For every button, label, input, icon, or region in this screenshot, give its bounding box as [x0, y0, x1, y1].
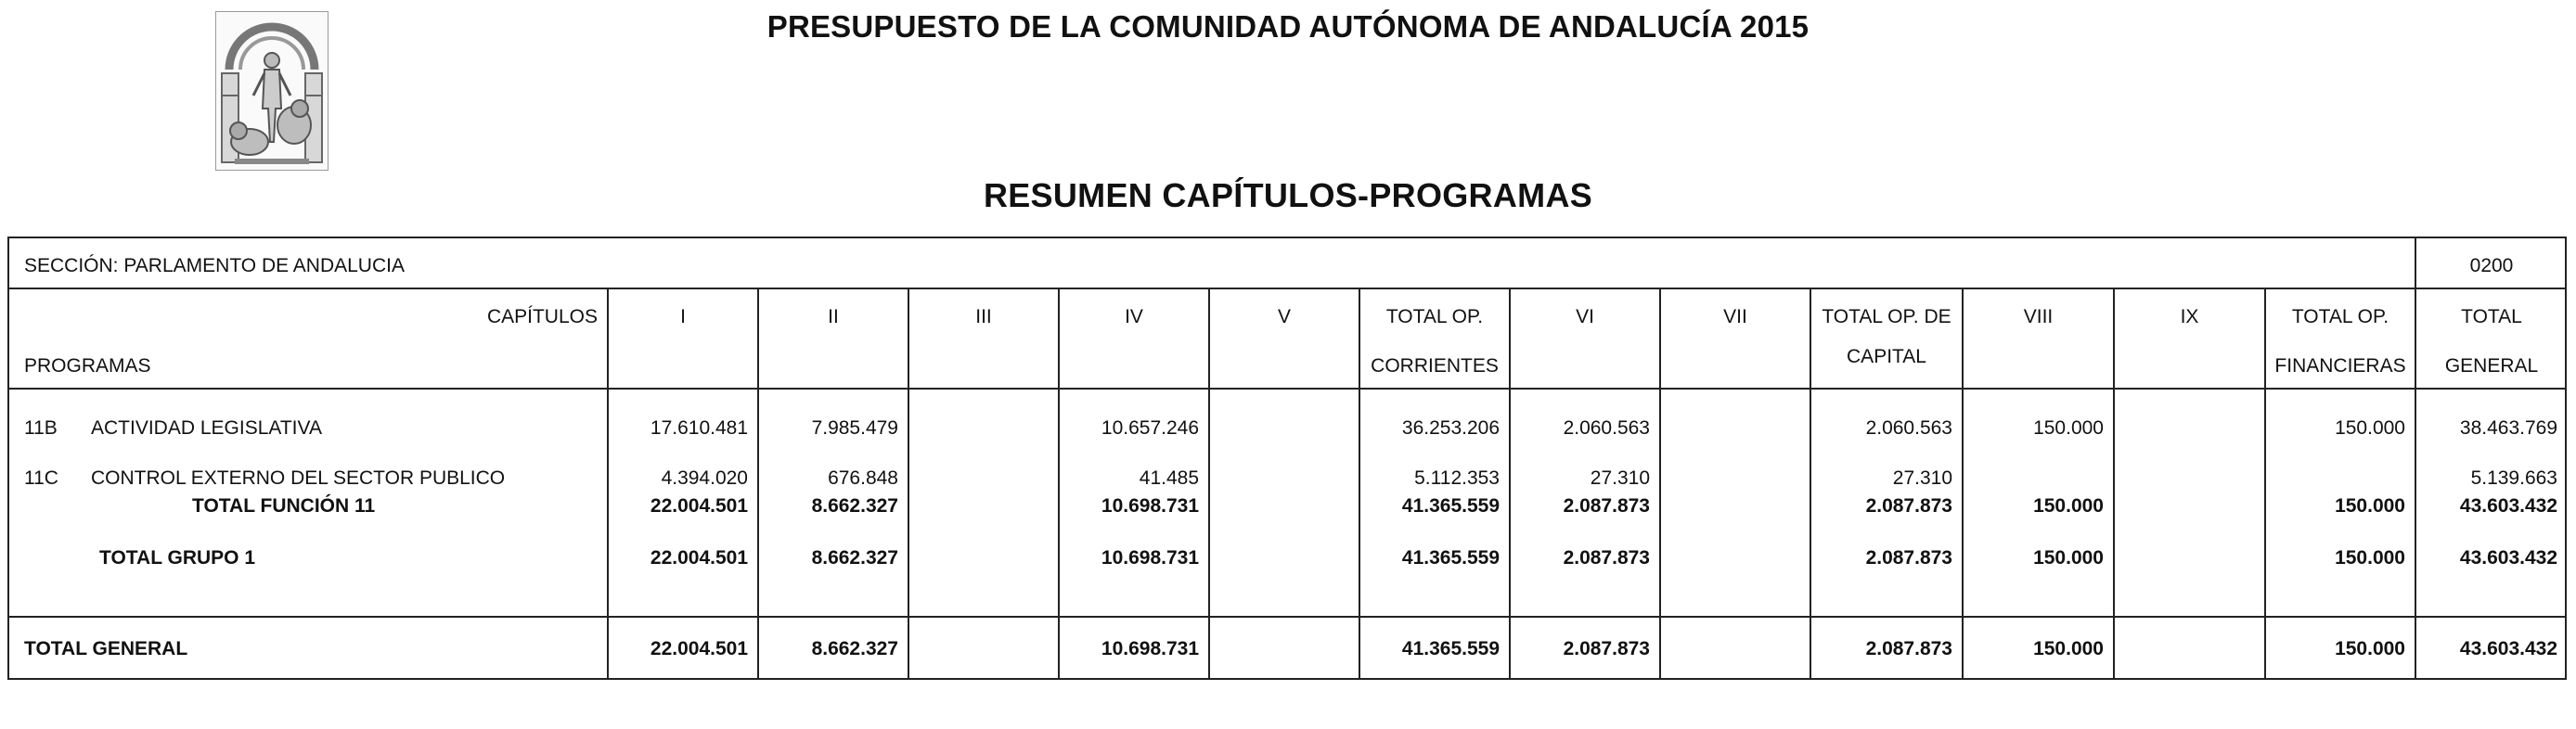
- column-divider: [1962, 288, 1964, 680]
- total-general-cell: 150.000: [2335, 638, 2405, 659]
- total-funcion-cell: 2.087.873: [1865, 495, 1952, 517]
- column-header-line2: CAPITAL: [1847, 346, 1926, 367]
- column-header: VI: [1576, 306, 1594, 327]
- column-header: VIII: [2023, 306, 2054, 327]
- column-header-line2: CORRIENTES: [1371, 355, 1499, 377]
- program-code: 11B: [24, 417, 58, 439]
- total-funcion-cell: 43.603.432: [2459, 495, 2557, 517]
- column-divider: [1208, 288, 1210, 680]
- value-cell: 7.985.479: [811, 417, 898, 439]
- column-header: V: [1277, 306, 1291, 327]
- column-divider: [2415, 237, 2416, 680]
- total-grupo-cell: 10.698.731: [1101, 547, 1199, 569]
- value-cell: 2.060.563: [1563, 417, 1650, 439]
- column-header: III: [975, 306, 992, 327]
- total-funcion-cell: 150.000: [2335, 495, 2405, 517]
- column-header-line2: GENERAL: [2444, 355, 2539, 377]
- total-grupo-cell: 2.087.873: [1865, 547, 1952, 569]
- programas-header-label: PROGRAMAS: [24, 355, 151, 377]
- program-name: ACTIVIDAD LEGISLATIVA: [91, 417, 322, 439]
- header-row-divider: [7, 388, 2567, 390]
- capitulos-header-label: CAPÍTULOS: [486, 306, 598, 327]
- column-header: I: [680, 306, 686, 327]
- total-grupo-label: TOTAL GRUPO 1: [99, 547, 256, 569]
- total-funcion-label: TOTAL FUNCIÓN 11: [192, 495, 376, 517]
- value-cell: 36.253.206: [1401, 417, 1500, 439]
- program-code: 11C: [24, 467, 58, 489]
- value-cell: 10.657.246: [1101, 417, 1199, 439]
- total-funcion-cell: 8.662.327: [811, 495, 898, 517]
- total-funcion-cell: 41.365.559: [1401, 495, 1500, 517]
- total-general-cell: 2.087.873: [1865, 638, 1952, 659]
- column-header: TOTAL OP.: [1385, 306, 1484, 327]
- section-label: SECCIÓN: PARLAMENTO DE ANDALUCIA: [24, 255, 405, 276]
- document-title: PRESUPUESTO DE LA COMUNIDAD AUTÓNOMA DE ANDALUCÍA 2015: [766, 9, 1810, 44]
- value-cell: 4.394.020: [661, 467, 748, 489]
- value-cell: 17.610.481: [650, 417, 748, 439]
- total-funcion-cell: 150.000: [2033, 495, 2104, 517]
- total-general-label: TOTAL GENERAL: [24, 638, 188, 659]
- total-general-divider: [7, 616, 2567, 618]
- total-funcion-cell: 10.698.731: [1101, 495, 1199, 517]
- value-cell: 150.000: [2033, 417, 2104, 439]
- total-funcion-cell: 2.087.873: [1563, 495, 1650, 517]
- column-divider: [2113, 288, 2115, 680]
- value-cell: 5.139.663: [2470, 467, 2557, 489]
- total-general-cell: 2.087.873: [1563, 638, 1650, 659]
- column-header: IV: [1125, 306, 1143, 327]
- value-cell: 150.000: [2335, 417, 2405, 439]
- total-general-cell: 150.000: [2033, 638, 2104, 659]
- column-divider: [1659, 288, 1661, 680]
- column-header: IX: [2180, 306, 2199, 327]
- value-cell: 2.060.563: [1865, 417, 1952, 439]
- total-grupo-cell: 22.004.501: [650, 547, 748, 569]
- section-row-divider: [7, 288, 2567, 289]
- total-general-cell: 10.698.731: [1101, 638, 1199, 659]
- value-cell: 41.485: [1139, 467, 1199, 489]
- value-cell: 5.112.353: [1414, 467, 1500, 489]
- total-general-cell: 8.662.327: [811, 638, 898, 659]
- column-header: VII: [1723, 306, 1747, 327]
- section-code: 0200: [2469, 255, 2514, 276]
- column-header: TOTAL OP. DE: [1822, 306, 1951, 327]
- column-header: II: [828, 306, 839, 327]
- document-subtitle: RESUMEN CAPÍTULOS-PROGRAMAS: [983, 176, 1593, 214]
- program-name: CONTROL EXTERNO DEL SECTOR PUBLICO: [91, 467, 506, 489]
- total-grupo-cell: 2.087.873: [1563, 547, 1650, 569]
- column-header: TOTAL: [2461, 306, 2522, 327]
- total-general-cell: 41.365.559: [1401, 638, 1500, 659]
- value-cell: 676.848: [828, 467, 898, 489]
- total-grupo-cell: 150.000: [2033, 547, 2104, 569]
- total-grupo-cell: 43.603.432: [2459, 547, 2557, 569]
- column-divider: [908, 288, 909, 680]
- total-grupo-cell: 150.000: [2335, 547, 2405, 569]
- total-grupo-cell: 41.365.559: [1401, 547, 1500, 569]
- total-funcion-cell: 22.004.501: [650, 495, 748, 517]
- value-cell: 27.310: [1892, 467, 1952, 489]
- total-general-cell: 43.603.432: [2459, 638, 2557, 659]
- value-cell: 27.310: [1590, 467, 1650, 489]
- summary-table: [7, 237, 2567, 680]
- value-cell: 38.463.769: [2459, 417, 2557, 439]
- total-grupo-cell: 8.662.327: [811, 547, 898, 569]
- column-divider: [2264, 288, 2266, 680]
- column-header-line2: FINANCIERAS: [2274, 355, 2406, 377]
- column-header: TOTAL OP.: [2291, 306, 2389, 327]
- total-general-cell: 22.004.501: [650, 638, 748, 659]
